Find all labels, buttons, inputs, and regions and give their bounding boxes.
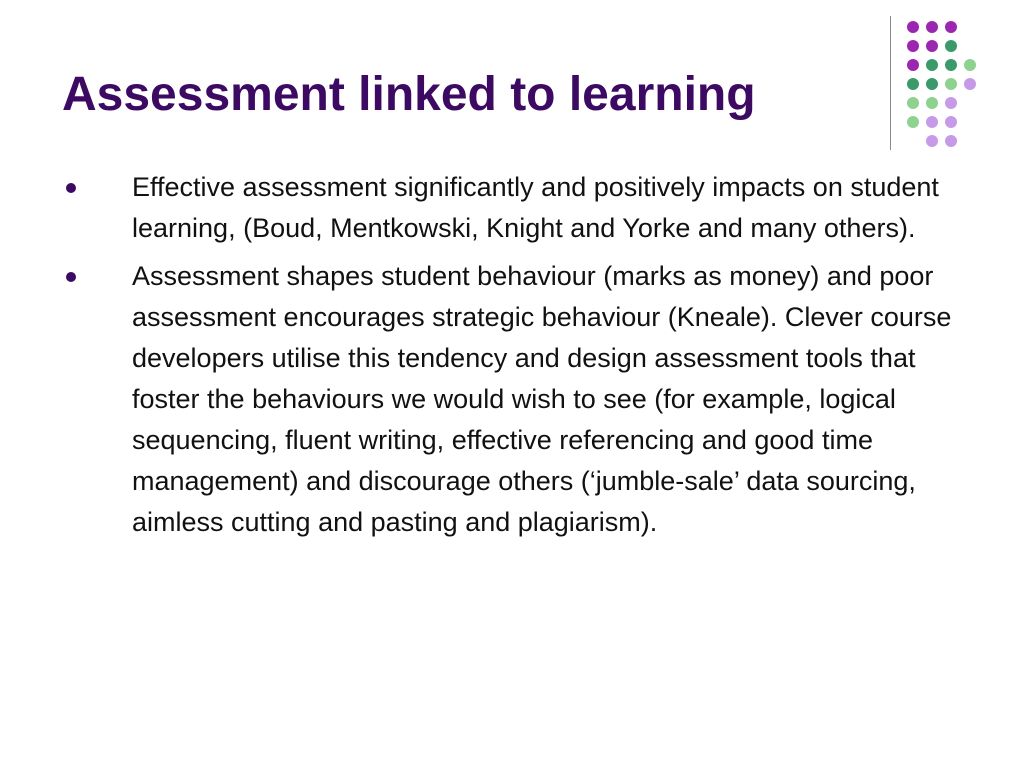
decorative-dot	[964, 78, 976, 90]
title-divider	[890, 16, 891, 150]
decorative-dot	[907, 40, 919, 52]
decorative-dot	[907, 59, 919, 71]
decorative-dot	[945, 116, 957, 128]
decorative-dot	[926, 116, 938, 128]
decorative-dot	[907, 78, 919, 90]
decorative-dot	[926, 40, 938, 52]
bullet-marker	[66, 272, 76, 282]
decorative-dot	[926, 78, 938, 90]
decorative-dot	[945, 40, 957, 52]
decorative-dot	[945, 135, 957, 147]
decorative-dot	[907, 97, 919, 109]
decorative-dot	[926, 21, 938, 33]
bullet-item-1	[62, 167, 962, 249]
bullet-item-2	[62, 256, 962, 543]
decorative-dot	[926, 59, 938, 71]
decorative-dot	[907, 21, 919, 33]
decorative-dot	[964, 59, 976, 71]
decorative-dot	[945, 59, 957, 71]
decorative-dot	[945, 21, 957, 33]
slide-title: Assessment linked to learning	[62, 68, 756, 121]
decorative-dot	[926, 97, 938, 109]
decorative-dot	[907, 116, 919, 128]
bullet-marker	[66, 183, 76, 193]
bullet-text-1: Effective assessment significantly and positively impacts on student learning, (Boud, Mentkowski, Knight and Yorke and many others).	[132, 172, 939, 243]
decorative-dot	[945, 97, 957, 109]
decorative-dot	[945, 78, 957, 90]
decorative-dot	[926, 135, 938, 147]
bullet-list	[62, 167, 962, 550]
bullet-text-2: Assessment shapes student behaviour (marks as money) and poor assessment encourages strategic behaviour (Kneale). Clever course developers utilise this tendency and design assessment tools that foster the behaviours we would wish to see (for example, logical sequencing, fluent writing, effective referencing and good time management) and discourage others (‘jumble-sale’ data sourcing, aimless cutting and pasting and plagiarism).	[132, 261, 952, 537]
